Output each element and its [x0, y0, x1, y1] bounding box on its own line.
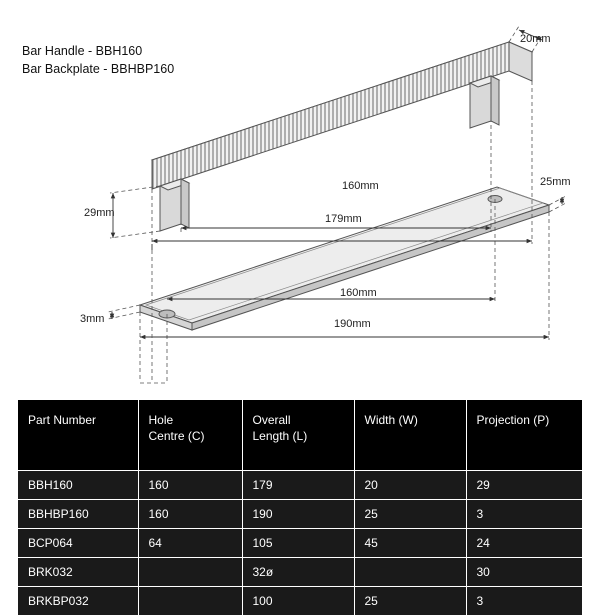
dim-label-190mm: 190mm	[334, 318, 371, 330]
dim-label-29mm: 29mm	[84, 207, 115, 219]
cell-overall-length: 179	[242, 471, 354, 500]
cell-hole-centre	[138, 587, 242, 615]
bar-backplate-graphic	[140, 187, 549, 330]
dim-label-160mm-handle: 160mm	[342, 180, 379, 192]
cell-width: 45	[354, 529, 466, 558]
header-line-2: Centre (C)	[149, 429, 205, 443]
header-line-2: Length (L)	[253, 429, 308, 443]
cell-part-number: BBHBP160	[18, 500, 138, 529]
cell-width: 20	[354, 471, 466, 500]
specification-table	[18, 400, 582, 615]
cell-part-number: BRK032	[18, 558, 138, 587]
column-header-hole-centre	[138, 400, 242, 471]
table-row	[18, 558, 582, 587]
cell-width: 25	[354, 500, 466, 529]
cell-overall-length: 105	[242, 529, 354, 558]
cell-projection: 29	[466, 471, 582, 500]
header-line-1: Projection (P)	[477, 413, 550, 427]
cell-projection: 30	[466, 558, 582, 587]
table-row	[18, 500, 582, 529]
column-header-overall-length	[242, 400, 354, 471]
cell-part-number: BCP064	[18, 529, 138, 558]
dim-label-20mm: 20mm	[520, 33, 551, 45]
dim-label-160mm-backplate: 160mm	[340, 287, 377, 299]
table-row	[18, 587, 582, 615]
dim-label-25mm: 25mm	[540, 176, 571, 188]
cell-width	[354, 558, 466, 587]
header-line-1: Part Number	[28, 413, 96, 427]
column-header-projection	[466, 400, 582, 471]
table-row	[18, 529, 582, 558]
table-header-row	[18, 400, 582, 471]
cell-hole-centre	[138, 558, 242, 587]
dim-label-179mm: 179mm	[325, 213, 362, 225]
dim-label-3mm: 3mm	[80, 313, 104, 325]
cell-projection: 3	[466, 587, 582, 615]
title-line-1: Bar Handle - BBH160	[22, 42, 174, 60]
cell-width: 25	[354, 587, 466, 615]
cell-part-number: BRKBP032	[18, 587, 138, 615]
title-line-2: Bar Backplate - BBHBP160	[22, 60, 174, 78]
cell-overall-length: 100	[242, 587, 354, 615]
cell-projection: 24	[466, 529, 582, 558]
cell-projection: 3	[466, 500, 582, 529]
header-line-1: Overall	[253, 413, 291, 427]
cell-overall-length: 32ø	[242, 558, 354, 587]
column-header-part-number	[18, 400, 138, 471]
cell-part-number: BBH160	[18, 471, 138, 500]
column-header-width	[354, 400, 466, 471]
cell-hole-centre: 64	[138, 529, 242, 558]
cell-hole-centre: 160	[138, 500, 242, 529]
specification-table-wrapper	[18, 400, 582, 615]
header-line-1: Width (W)	[365, 413, 418, 427]
cell-hole-centre: 160	[138, 471, 242, 500]
header-line-1: Hole	[149, 413, 174, 427]
table-row	[18, 471, 582, 500]
cell-overall-length: 190	[242, 500, 354, 529]
